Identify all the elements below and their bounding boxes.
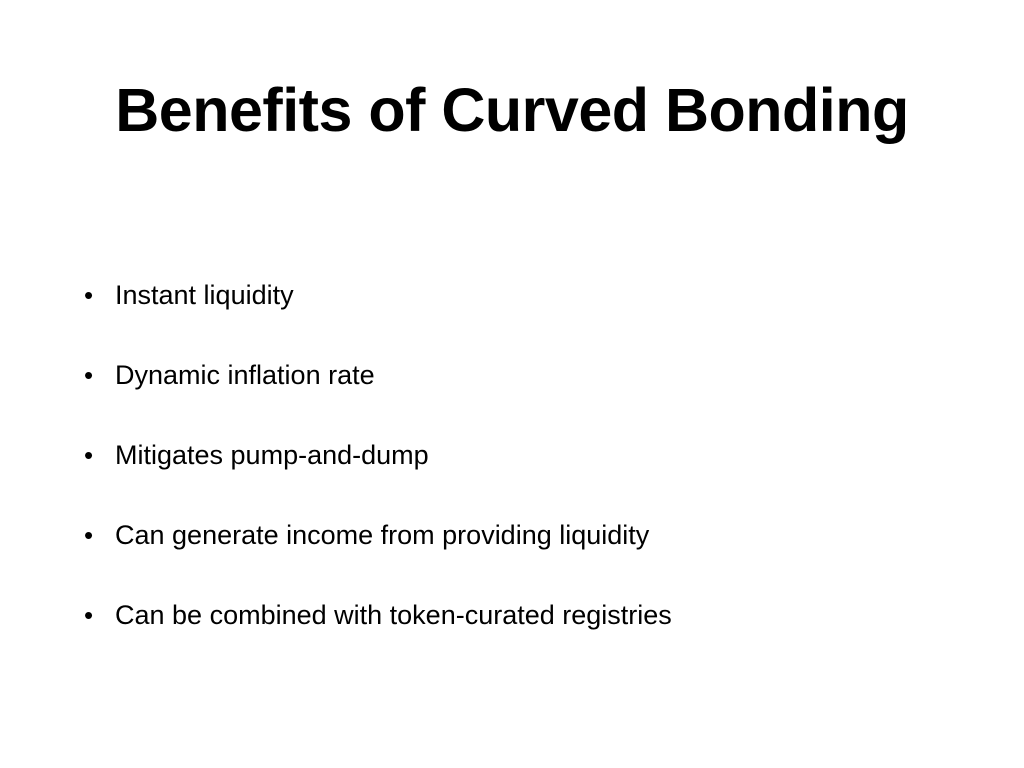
slide-title: Benefits of Curved Bonding — [115, 76, 909, 144]
bullet-list — [84, 272, 672, 672]
bullet-dot-icon: • — [84, 280, 94, 310]
bullet-dot-icon: • — [84, 600, 94, 630]
bullet-dot-icon: • — [84, 520, 94, 550]
bullet-text: Dynamic inflation rate — [115, 360, 375, 390]
bullet-item — [84, 512, 672, 558]
bullet-item — [84, 352, 672, 398]
bullet-item — [84, 592, 672, 638]
bullet-text: Instant liquidity — [115, 280, 294, 310]
bullet-dot-icon: • — [84, 360, 94, 390]
bullet-text: Mitigates pump-and-dump — [115, 440, 429, 470]
bullet-item — [84, 432, 672, 478]
bullet-text: Can generate income from providing liquidity — [115, 520, 650, 550]
bullet-dot-icon: • — [84, 440, 94, 470]
bullet-item — [84, 272, 672, 318]
bullet-text: Can be combined with token-curated registries — [115, 600, 672, 630]
